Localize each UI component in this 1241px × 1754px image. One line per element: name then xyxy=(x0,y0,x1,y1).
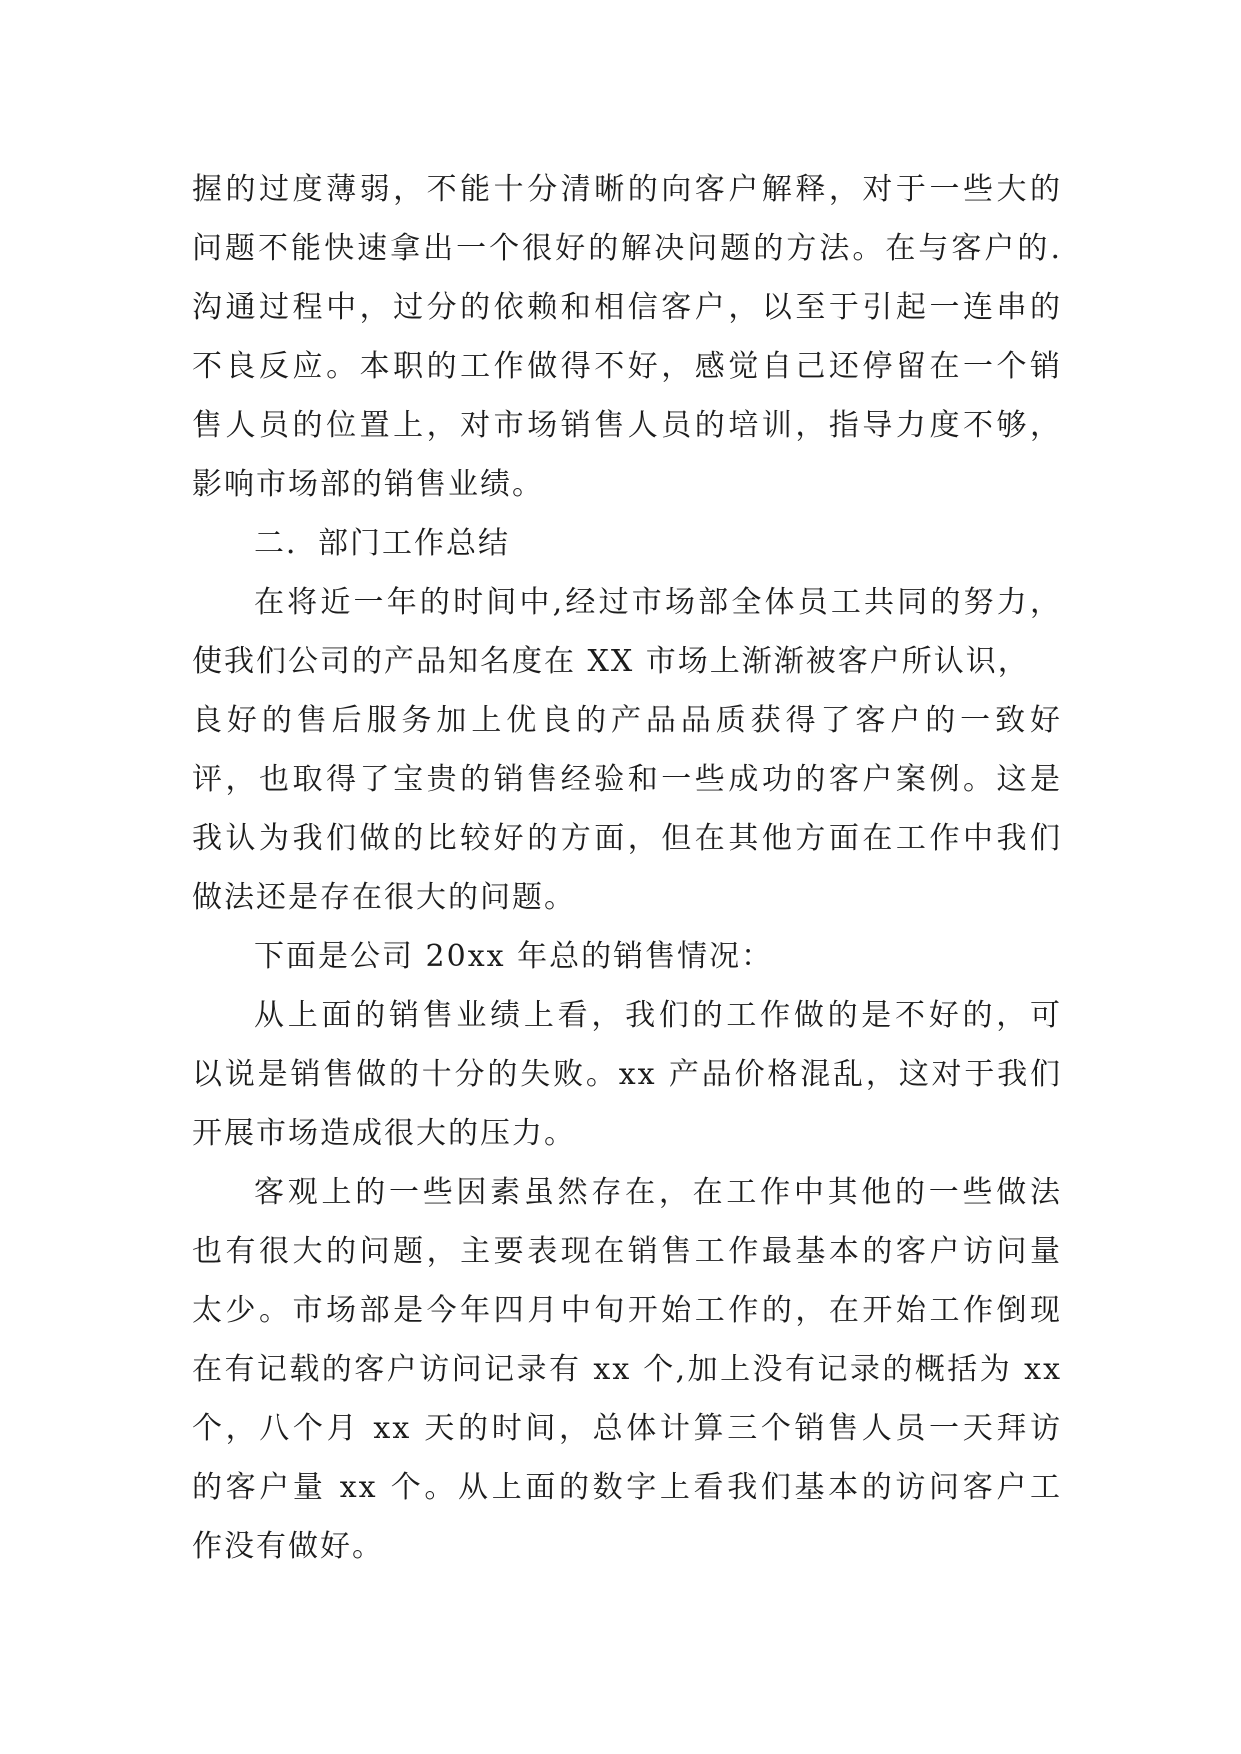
text-line: 客观上的一些因素虽然存在，在工作中其他的一些做法 xyxy=(254,1175,1062,1210)
text-line: 在有记载的客户访问记录有 xx 个,加上没有记录的概括为 xx xyxy=(192,1352,1062,1387)
text-line: 在将近一年的时间中,经过市场部全体员工共同的努力， xyxy=(254,585,1062,620)
text-line: 良好的售后服务加上优良的产品品质获得了客户的一致好 xyxy=(192,703,1062,738)
text-line: 从上面的销售业绩上看，我们的工作做的是不好的，可 xyxy=(254,998,1062,1033)
text-line: 沟通过程中，过分的依赖和相信客户，以至于引起一连串的 xyxy=(192,290,1062,325)
text-line: 下面是公司 20xx 年总的销售情况： xyxy=(254,939,774,974)
text-line: 个，八个月 xx 天的时间，总体计算三个销售人员一天拜访 xyxy=(192,1411,1062,1446)
document-body xyxy=(192,160,1062,1576)
section-heading: 二．部门工作总结 xyxy=(254,526,510,561)
text-line: 作没有做好。 xyxy=(192,1529,384,1564)
text-line: 使我们公司的产品知名度在 XX 市场上渐渐被客户所认识， xyxy=(192,644,1030,679)
text-line: 的客户量 xx 个。从上面的数字上看我们基本的访问客户工 xyxy=(192,1470,1062,1505)
text-line: 也有很大的问题，主要表现在销售工作最基本的客户访问量 xyxy=(192,1234,1062,1269)
text-line: 做法还是存在很大的问题。 xyxy=(192,880,576,915)
text-line: 问题不能快速拿出一个很好的解决问题的方法。在与客户的. xyxy=(192,231,1062,266)
text-line: 我认为我们做的比较好的方面，但在其他方面在工作中我们 xyxy=(192,821,1062,856)
text-line: 不良反应。本职的工作做得不好，感觉自己还停留在一个销 xyxy=(192,349,1062,384)
text-line: 影响市场部的销售业绩。 xyxy=(192,467,544,502)
text-line: 握的过度薄弱，不能十分清晰的向客户解释，对于一些大的 xyxy=(192,172,1062,207)
text-line: 开展市场造成很大的压力。 xyxy=(192,1116,576,1151)
text-line: 售人员的位置上，对市场销售人员的培训，指导力度不够， xyxy=(192,408,1062,443)
text-line: 评，也取得了宝贵的销售经验和一些成功的客户案例。这是 xyxy=(192,762,1062,797)
text-line: 太少。市场部是今年四月中旬开始工作的，在开始工作倒现 xyxy=(192,1293,1062,1328)
text-line: 以说是销售做的十分的失败。xx 产品价格混乱，这对于我们 xyxy=(192,1057,1062,1092)
